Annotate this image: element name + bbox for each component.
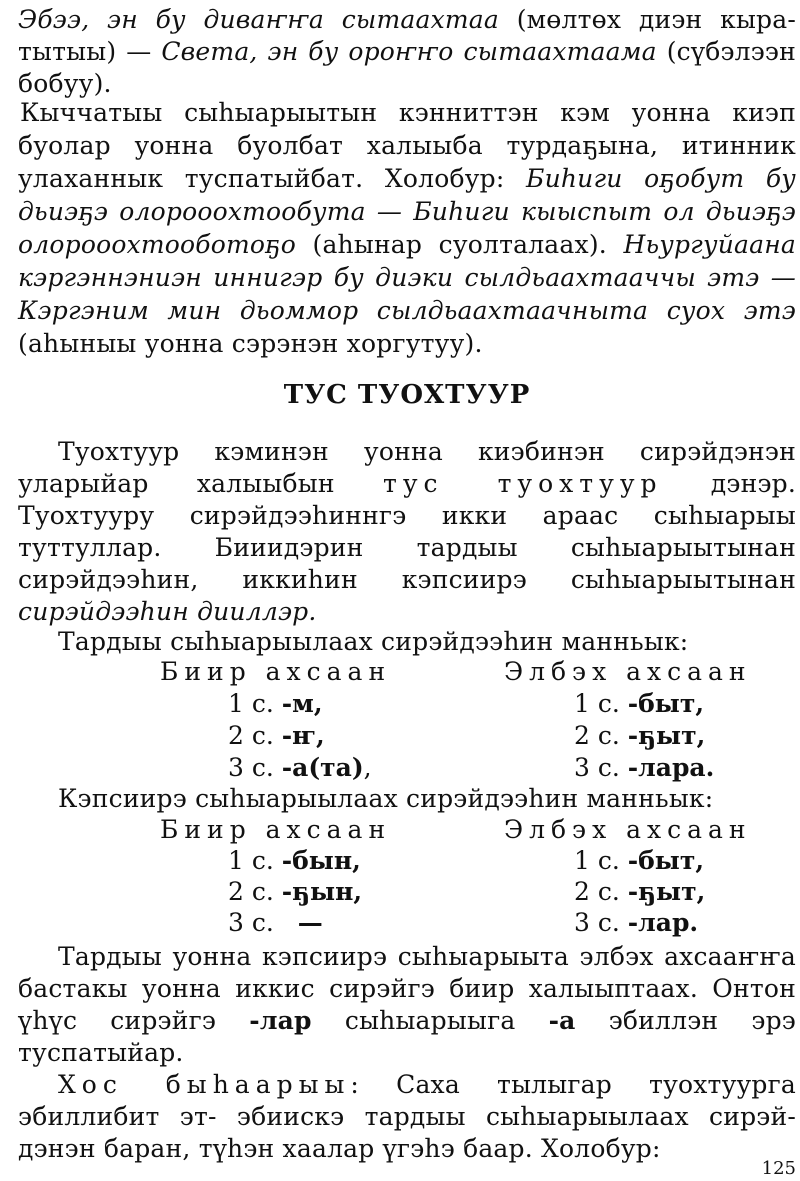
text-line: уларыйар халыыбын тус туохтуур дэнэр. <box>18 469 796 498</box>
text-line: Хос быһаарыы: Саха тылыгар туохтуурга <box>58 1070 796 1099</box>
table-cell: 2 с. -ҕын, <box>228 877 363 906</box>
column-header-singular: Биир ахсаан <box>160 657 392 686</box>
text-line: олорооохтооботоҕо (аһынар суолталаах). Ньургуйаана <box>18 230 796 259</box>
table-cell: 1 с. -быт, <box>574 846 705 875</box>
text-line: (аһыныы уонна сэрэнэн хоргутуу). <box>18 329 483 358</box>
table-intro: Кэпсиирэ сыһыарыылаах сирэйдээһин манньык: <box>58 784 714 813</box>
text-line: туттуллар. Бииидэрин тардыы сыһыарыытынан <box>18 533 796 562</box>
column-header-plural: Элбэх ахсаан <box>504 657 752 686</box>
table-cell: 2 с. -ҥ, <box>228 721 325 750</box>
note-label: Хос быһаарыы <box>58 1070 351 1099</box>
text-line: эбиллибит эт- эбиискэ тардыы сыһыарыылаах сирэй- <box>18 1102 796 1131</box>
text-line: туспатыйар. <box>18 1038 184 1067</box>
column-header-singular: Биир ахсаан <box>160 815 392 844</box>
text-line: сирэйдээһин, иккиһин кэпсиирэ сыһыарыытынан <box>18 565 796 594</box>
text-line: дьиэҕэ олорооохтообута — Биһиги кыыспыт ол дьиэҕэ <box>18 197 796 226</box>
text-line: бастакы уонна иккис сирэйгэ биир халыыптаах. Онтон <box>18 974 796 1003</box>
table-cell: 2 с. -ҕыт, <box>574 877 706 906</box>
table-cell: 2 с. -ҕыт, <box>574 721 706 750</box>
text-line: улаханнык туспатыйбат. Холобур: Биһиги оҕобут бу <box>18 164 796 193</box>
table-cell: 1 с. -м, <box>228 689 323 718</box>
text-line: тытыы) — Света, эн бу ороҥҥо сытаахтаама (сүбэлээн <box>18 37 796 66</box>
text-line: Тардыы уонна кэпсиирэ сыһыарыыта элбэх ахсааҥҥа <box>58 942 796 971</box>
text-line: бобуу). <box>18 69 112 98</box>
table-cell: 3 с. -лар. <box>574 908 699 937</box>
table-cell: 3 с. -лара. <box>574 753 715 782</box>
term-spaced: тус туохтуур <box>382 469 663 498</box>
text-line: кэргэннэниэн иннигэр бу диэки сылдьаахтааччы этэ — <box>18 263 796 292</box>
table-intro: Тардыы сыһыарыылаах сирэйдээһин манньык: <box>58 627 689 656</box>
text-line: Туохтуур кэминэн уонна киэбинэн сирэйдэнэн <box>58 437 796 466</box>
text-line: үһүс сирэйгэ -лар сыһыарыыга -а эбиллэн эрэ <box>18 1006 796 1035</box>
text-line: Эбээ, эн бу диваҥҥа сытаахтаа (мөлтөх диэн кыра- <box>18 5 796 34</box>
table-cell: 1 с. -бын, <box>228 846 361 875</box>
column-header-plural: Элбэх ахсаан <box>504 815 752 844</box>
table-cell: 1 с. -быт, <box>574 689 705 718</box>
text-line: Кыччатыы сыһыарыытын кэнниттэн кэм уонна киэп <box>20 98 796 127</box>
text-line: буолар уонна буолбат халыыба турдаҕына, итинник <box>18 131 796 160</box>
text-line: сирэйдээһин дииллэр. <box>18 597 317 626</box>
table-cell: 3 с. — <box>228 908 323 937</box>
text-line: Кэргэним мин дьоммор сылдьаахтаачныта суох этэ <box>18 296 796 325</box>
text-line: дэнэн баран, түһэн хаалар үгэһэ баар. Холобур: <box>18 1134 661 1163</box>
text-line: Туохтууру сирэйдээһиннгэ икки араас сыһыарыы <box>18 501 796 530</box>
section-heading: ТУС ТУОХТУУР <box>283 380 531 410</box>
page-number: 125 <box>761 1158 796 1179</box>
table-cell: 3 с. -а(та), <box>228 753 372 782</box>
